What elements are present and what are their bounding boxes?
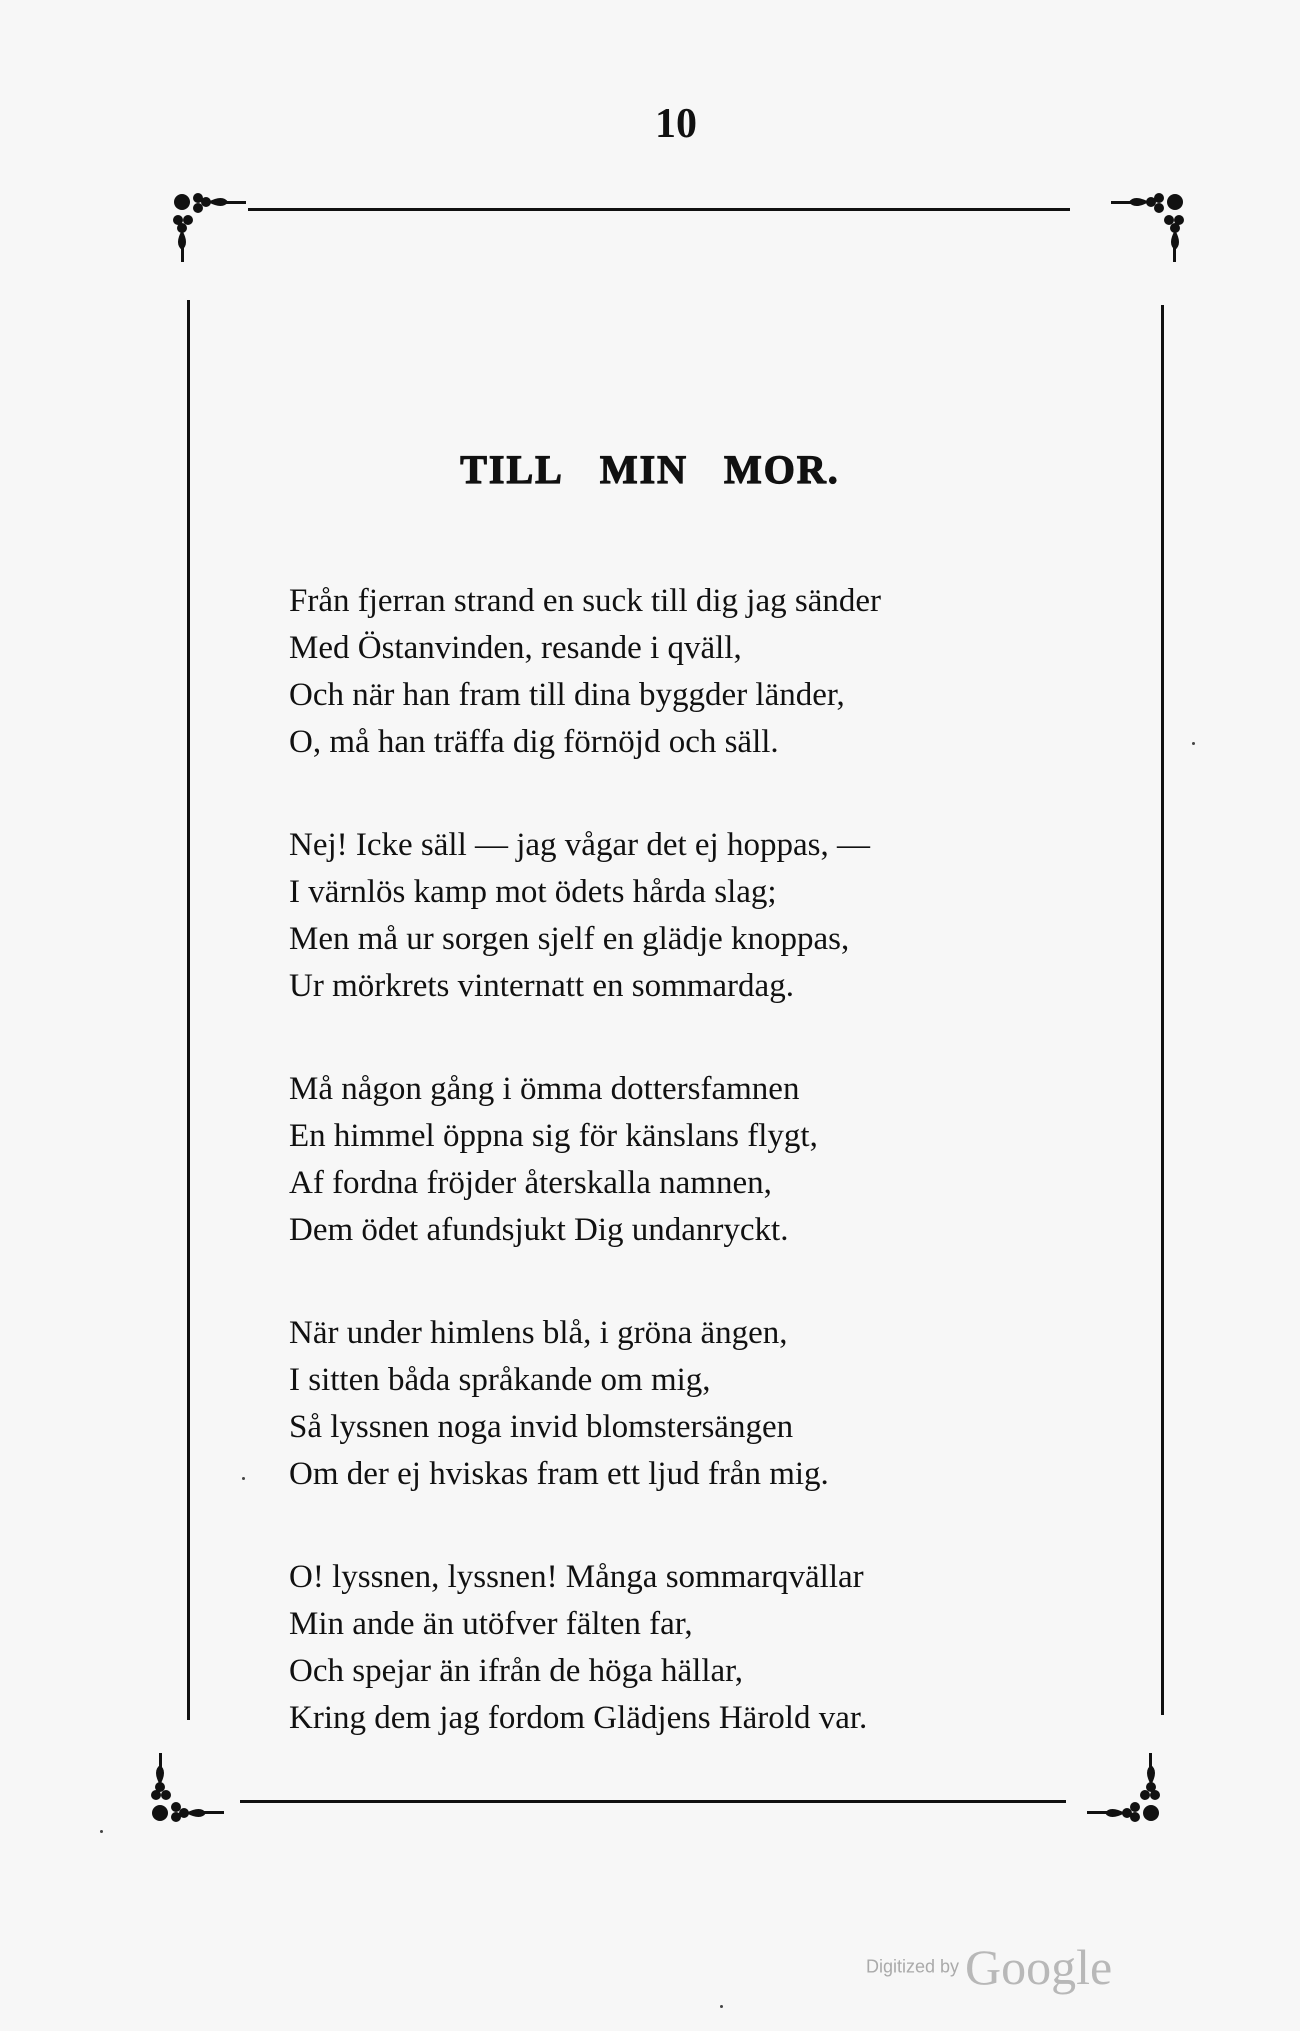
poem-line: Nej! Icke säll — jag vågar det ej hoppas, — — [289, 827, 870, 863]
stanza-1 — [289, 578, 1109, 766]
poem-line: O! lyssnen, lyssnen! Många sommarqvällar — [289, 1559, 864, 1595]
page-number: 10 — [655, 101, 697, 147]
stanza-3 — [289, 1066, 1109, 1254]
frame-bottom-line — [240, 1800, 1066, 1803]
title-word: TILL — [460, 447, 564, 492]
floral-corner-icon — [1084, 188, 1189, 293]
poem-line: Om der ej hviskas fram ett ljud från mig. — [289, 1456, 829, 1492]
poem-line: Af fordna fröjder återskalla namnen, — [289, 1165, 772, 1201]
poem-title — [0, 446, 1300, 493]
floral-corner-icon — [168, 188, 273, 293]
poem-line: Min ande än utöfver fälten far, — [289, 1606, 693, 1642]
poem-line: En himmel öppna sig för känslans flygt, — [289, 1118, 818, 1154]
poem-line: Kring dem jag fordom Glädjens Härold var. — [289, 1700, 868, 1736]
google-logo: Google — [965, 1939, 1113, 1995]
poem-line: Ur mörkrets vinternatt en sommardag. — [289, 968, 794, 1004]
poem-line: Men må ur sorgen sjelf en glädje knoppas, — [289, 921, 850, 957]
scan-speck — [1192, 742, 1195, 745]
poem-line: Med Östanvinden, resande i qväll, — [289, 630, 742, 666]
poem-line: När under himlens blå, i gröna ängen, — [289, 1315, 788, 1351]
frame-right-line — [1161, 305, 1164, 1715]
title-word: MOR. — [724, 447, 840, 492]
poem-line: O, må han träffa dig förnöjd och säll. — [289, 724, 779, 760]
scan-speck — [720, 2005, 723, 2008]
poem-line: Dem ödet afundsjukt Dig undanryckt. — [289, 1212, 789, 1248]
poem-line: I sitten båda språkande om mig, — [289, 1362, 711, 1398]
digitized-by-watermark — [866, 1938, 1112, 1996]
scan-speck — [242, 1477, 245, 1480]
poem-line: Så lyssnen noga invid blomstersängen — [289, 1409, 794, 1445]
poem-line: Och när han fram till dina byggder länder, — [289, 677, 845, 713]
poem-body — [289, 578, 1109, 1742]
stanza-5 — [289, 1554, 1109, 1742]
floral-corner-icon — [146, 1722, 251, 1827]
poem-line: I värnlös kamp mot ödets hårda slag; — [289, 874, 777, 910]
title-word: MIN — [599, 447, 689, 492]
stanza-2 — [289, 822, 1109, 1010]
poem-line: Från fjerran strand en suck till dig jag sänder — [289, 583, 881, 619]
scan-speck — [100, 1830, 103, 1833]
stanza-4 — [289, 1310, 1109, 1498]
frame-left-line — [187, 300, 190, 1720]
poem-line: Må någon gång i ömma dottersfamnen — [289, 1071, 800, 1107]
poem-line: Och spejar än ifrån de höga hällar, — [289, 1653, 744, 1689]
watermark-prefix: Digitized by — [866, 1956, 960, 1977]
frame-top-line — [248, 208, 1070, 211]
